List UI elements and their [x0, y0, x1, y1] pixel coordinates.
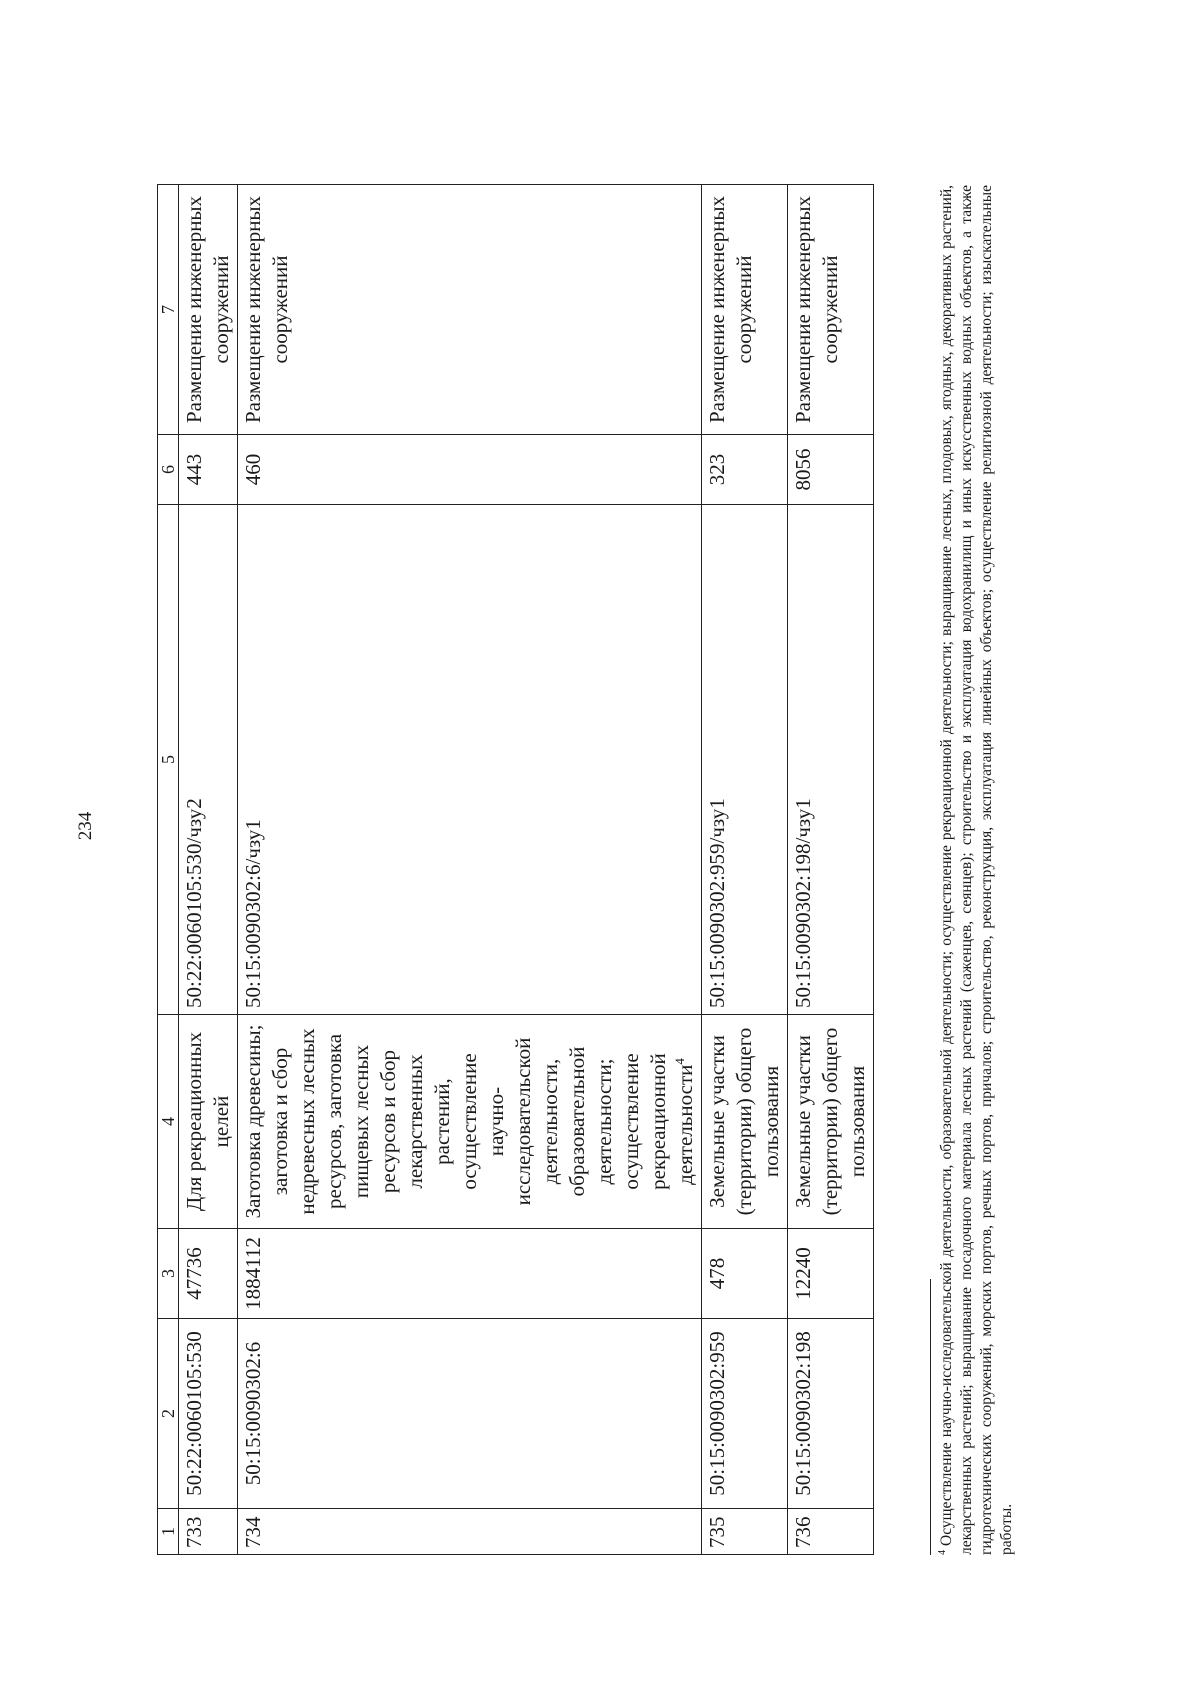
footnote-separator: [930, 1279, 931, 1555]
row-number-cell: 733: [179, 1509, 238, 1555]
table-row: [179, 185, 238, 1555]
permitted-use-cell: [238, 1015, 702, 1229]
land-plots-table-wrapper: [157, 185, 874, 1555]
restriction-purpose-cell: Размещение инженерных сооружений: [179, 185, 238, 435]
row-number-cell: 734: [238, 1509, 702, 1555]
part-designation-cell: 50:15:0090302:6/чзу1: [238, 505, 702, 1015]
area-cell: 12240: [788, 1229, 874, 1319]
permitted-use-text: Для рекреационных целей: [182, 1031, 233, 1212]
table-row: [238, 185, 702, 1555]
column-header-1: 1: [158, 1509, 179, 1555]
part-area-cell: 323: [702, 435, 788, 505]
part-designation-cell: 50:22:0060105:530/чзу2: [179, 505, 238, 1015]
table-body: [179, 185, 874, 1555]
part-area-cell: 460: [238, 435, 702, 505]
rotated-content: [157, 143, 1047, 1583]
land-plots-table: [157, 184, 874, 1555]
part-designation-cell: 50:15:0090302:198/чзу1: [788, 505, 874, 1015]
cadastral-number-cell: 50:15:0090302:959: [702, 1319, 788, 1509]
cadastral-number-cell: 50:15:0090302:6: [238, 1319, 702, 1509]
row-number-cell: 735: [702, 1509, 788, 1555]
permitted-use-cell: [179, 1015, 238, 1229]
footnote-text: Осуществление научно-исследовательской деятельности, образовательной деятельности; осуществление рекреационной деятельности; выращивание лесных, плодовых, ягодных, декоративных растений, лекарственных растений; выращивание посадочного материала лесных растений (саженцев, сеянцев); строительство и эксплуатация водохранилищ и иных искусственных водных объектов, а также гидротехнических сооружений, морских портов, речных портов, причалов; строительство, реконструкция, эксплуатация линейных объектов; осуществление религиозной деятельности; изыскательные работы.: [938, 185, 1015, 1555]
column-header-2: 2: [158, 1319, 179, 1509]
cadastral-number-cell: 50:15:0090302:198: [788, 1319, 874, 1509]
column-header-3: 3: [158, 1229, 179, 1319]
part-designation-cell: 50:15:0090302:959/чзу1: [702, 505, 788, 1015]
table-row: [788, 185, 874, 1555]
restriction-purpose-cell: Размещение инженерных сооружений: [702, 185, 788, 435]
restriction-purpose-cell: Размещение инженерных сооружений: [238, 185, 702, 435]
table-row: [702, 185, 788, 1555]
permitted-use-text: Земельные участки (территории) общего пользования: [705, 1027, 783, 1216]
table-header: [158, 185, 179, 1555]
footnote-mark: 4: [936, 1550, 948, 1555]
area-cell: 478: [702, 1229, 788, 1319]
permitted-use-text: Земельные участки (территории) общего пользования: [791, 1027, 869, 1216]
part-area-cell: 443: [179, 435, 238, 505]
part-area-cell: 8056: [788, 435, 874, 505]
footnote-reference: 4: [672, 1058, 687, 1065]
restriction-purpose-cell: Размещение инженерных сооружений: [788, 185, 874, 435]
area-cell: 1884112: [238, 1229, 702, 1319]
permitted-use-cell: [702, 1015, 788, 1229]
column-header-5: 5: [158, 505, 179, 1015]
page-number: 234: [75, 811, 96, 841]
cadastral-number-cell: 50:22:0060105:530: [179, 1319, 238, 1509]
row-number-cell: 736: [788, 1509, 874, 1555]
column-header-4: 4: [158, 1015, 179, 1229]
column-header-6: 6: [158, 435, 179, 505]
column-header-7: 7: [158, 185, 179, 435]
permitted-use-text: Заготовка древесины; заготовка и сбор недревесных лесных ресурсов, заготовка пищевых лесных ресурсов и сбор лекарственных растений, осуществление научно-исследовательской деятельности, образовательной деятельности; осуществление рекреационной деятельности: [241, 1024, 697, 1219]
column-number-row: [158, 185, 179, 1555]
permitted-use-cell: [788, 1015, 874, 1229]
footnote: [937, 185, 1017, 1555]
area-cell: 47736: [179, 1229, 238, 1319]
